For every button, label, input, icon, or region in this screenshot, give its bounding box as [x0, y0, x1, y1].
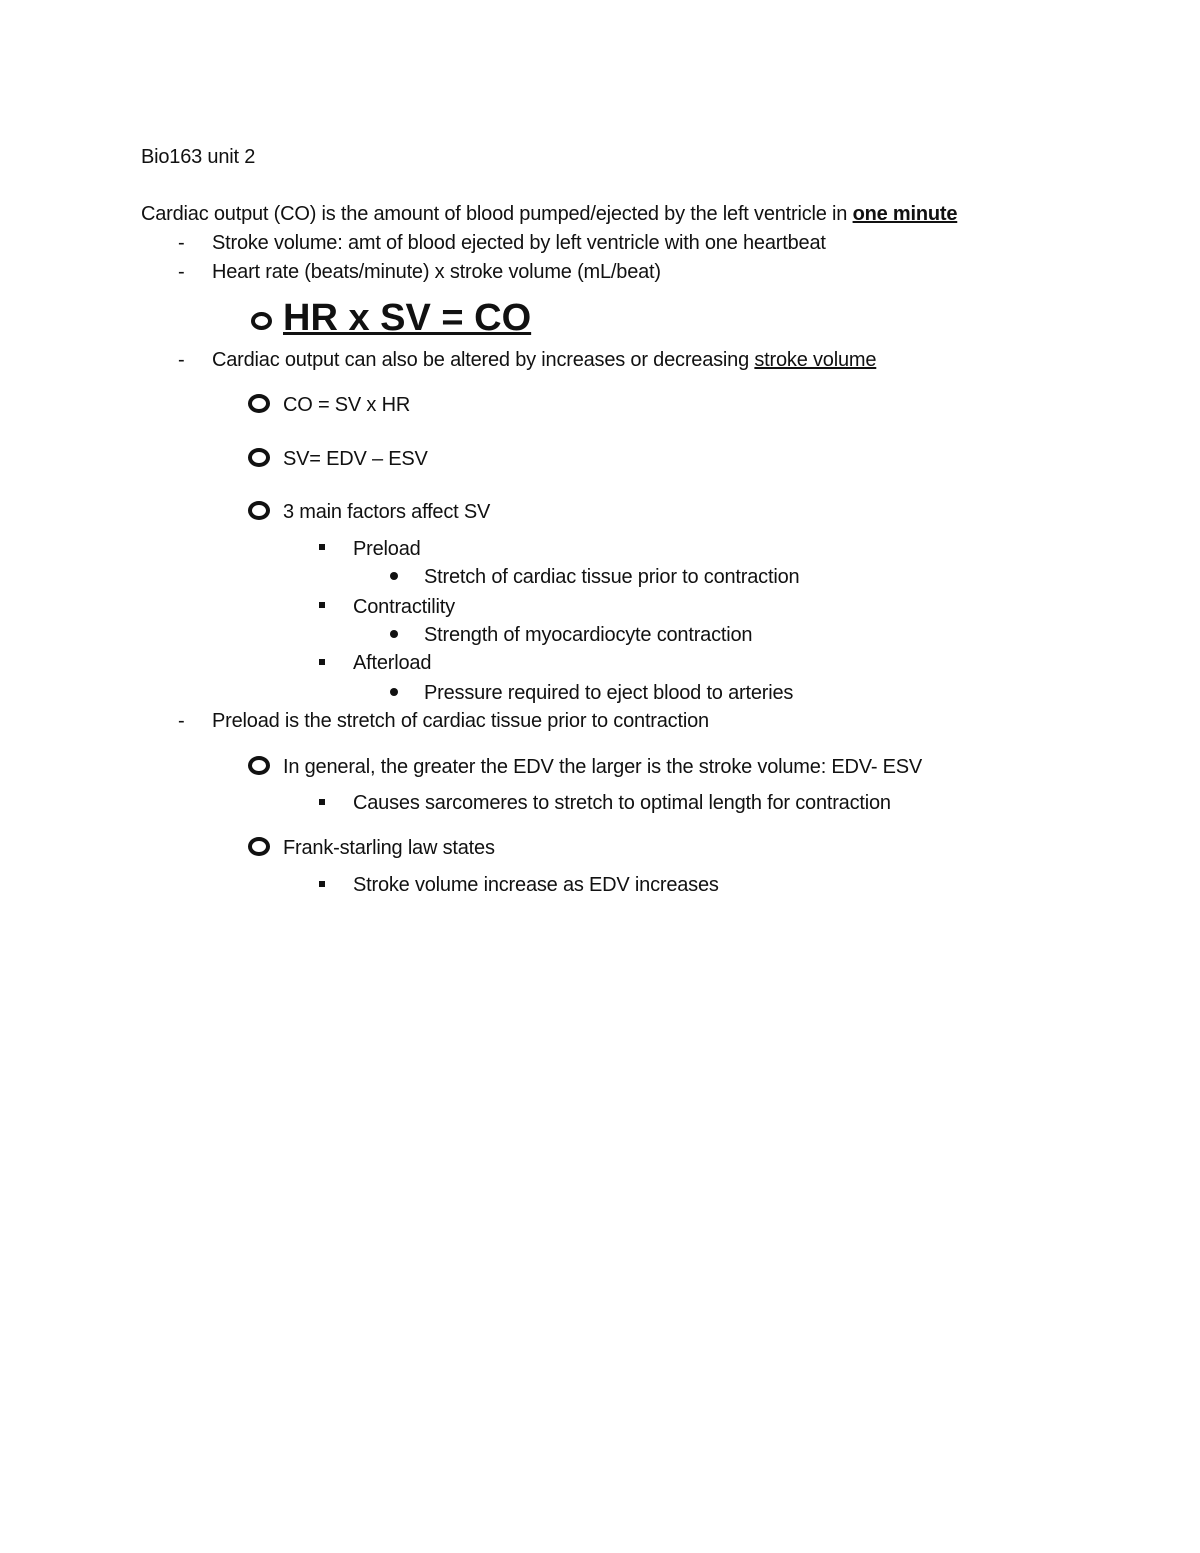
square-bullet-icon	[319, 799, 325, 805]
hollow-circle-bullet-icon	[248, 501, 270, 520]
hollow-circle-bullet-icon	[248, 448, 270, 467]
factor-name: Contractility	[353, 596, 455, 618]
hollow-circle-bullet-icon	[248, 756, 270, 775]
general-edv-line: In general, the greater the EDV the larger is the stroke volume: EDV- ESV	[283, 756, 923, 778]
factors-line: 3 main factors affect SV	[283, 501, 491, 523]
stroke-volume-line: Stroke volume: amt of blood ejected by left ventricle with one heartbeat	[212, 232, 826, 254]
factor-detail: Pressure required to eject blood to arteries	[424, 682, 794, 704]
square-bullet-icon	[319, 602, 325, 608]
dash-marker: -	[178, 710, 185, 732]
factor-name: Afterload	[353, 652, 432, 674]
square-bullet-icon	[319, 881, 325, 887]
intro-underlined: one minute	[852, 203, 958, 225]
hollow-circle-bullet-icon	[248, 837, 270, 856]
round-bullet-icon	[390, 572, 398, 580]
hollow-circle-bullet-icon	[248, 394, 270, 413]
cardiac-output-altered-line	[212, 348, 876, 372]
preload-line: Preload is the stretch of cardiac tissue prior to contraction	[212, 710, 709, 732]
altered-underlined: stroke volume	[754, 349, 877, 371]
co-formula-line: CO = SV x HR	[283, 394, 411, 416]
dash-marker: -	[178, 261, 185, 283]
factor-name: Preload	[353, 538, 421, 560]
hr-sv-co-formula: HR x SV = CO	[283, 297, 532, 339]
intro-text: Cardiac output (CO) is the amount of blood pumped/ejected by the left ventricle in	[141, 203, 853, 225]
intro-line	[141, 202, 957, 226]
round-bullet-icon	[390, 688, 398, 696]
round-bullet-icon	[390, 630, 398, 638]
dash-marker: -	[178, 349, 185, 371]
frank-detail-line: Stroke volume increase as EDV increases	[353, 874, 719, 896]
square-bullet-icon	[319, 659, 325, 665]
page-heading: Bio163 unit 2	[141, 146, 256, 168]
frank-starling-line: Frank-starling law states	[283, 837, 495, 859]
factor-detail: Stretch of cardiac tissue prior to contraction	[424, 566, 800, 588]
sarcomeres-line: Causes sarcomeres to stretch to optimal length for contraction	[353, 792, 891, 814]
factor-detail: Strength of myocardiocyte contraction	[424, 624, 753, 646]
square-bullet-icon	[319, 544, 325, 550]
altered-text: Cardiac output can also be altered by increases or decreasing	[212, 349, 755, 371]
dash-marker: -	[178, 232, 185, 254]
hollow-circle-bullet-icon	[251, 312, 272, 330]
sv-formula-line: SV= EDV – ESV	[283, 448, 428, 470]
heart-rate-line: Heart rate (beats/minute) x stroke volume (mL/beat)	[212, 261, 661, 283]
